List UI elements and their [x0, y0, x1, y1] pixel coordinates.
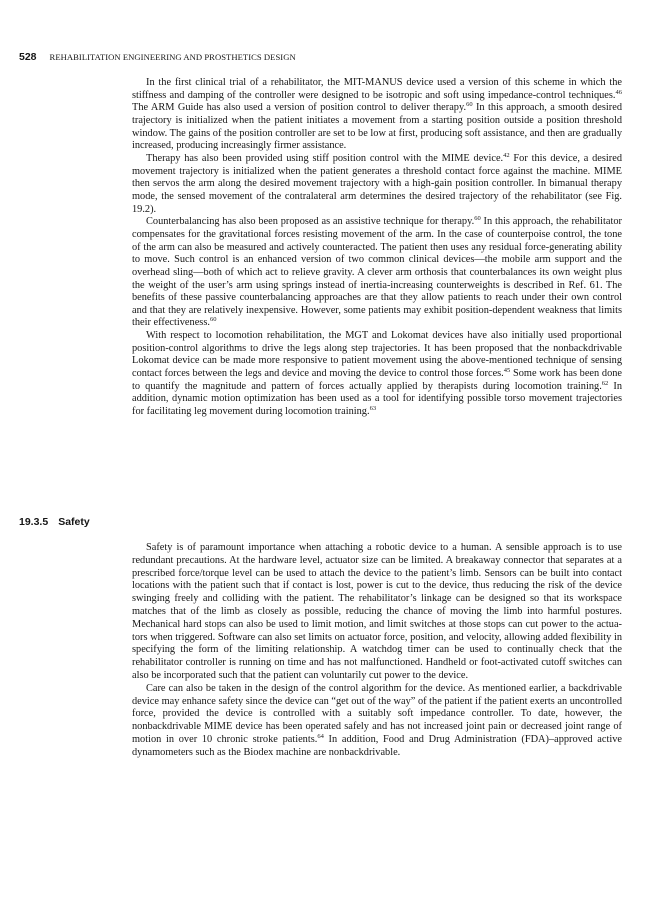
paragraph: Safety is of paramount importance when attaching a robotic device to a human. A sensible approach is to use redundant precautions. At the hardware level, actuator size can be limited. A breakaway connector that separates at a prescribed force/torque level can be used to attach the device to the patient’s limb. Sensors can be built into contact locations with the patient such that if contact is lost, power is cut to the device, thus reducing the risk of the device swinging freely and colliding with the patient. The rehabilitator’s linkage can be designed so that its workspace matches that of the limb as closely as possible, reducing the chance of moving the limb into harmful postures. Mechanical hard stops can also be used to limit motion, and limit switches at those stops can cut power to the actuators when triggered. Software can also set limits on actuator force, position, and velocity, allowing added flexibility in specifying the form of the limiting relationship. A watchdog timer can be used to continually check that the rehabilitator controller is running on time and has not malfunctioned. Handheld or foot-activated cutoff switches can also be incorporated such that the patient can voluntarily cut power to the device.	[132, 542, 622, 681]
citation: 45	[503, 367, 511, 375]
citation: 60	[209, 316, 217, 324]
citation: 63	[369, 405, 377, 413]
citation: 62	[601, 379, 609, 387]
paragraph: Care can also be taken in the design of the control algorithm for the device. As mentioned earlier, a backdrivable device may enhance safety since the device can “get out of the way” of the patient if the patient exerts an uncontrolled force, provided the device is controlled with a suitably soft impedance controller. To date, however, the nonbackdrivable MIME device has been operated safely and has not increased joint pain or decreased joint range of motion in over 10 chronic stroke patients.$^{64}$ In addition, Food and Drug Administration (FDA)–approved active dynamometers such as the Biodex machine are nonbackdrivable.	[132, 682, 623, 758]
citation: 60	[466, 101, 473, 109]
running-header	[19, 47, 296, 61]
running-head-title: REHABILITATION ENGINEERING AND PROSTHETICS DESIGN	[49, 52, 296, 62]
body-text-top	[132, 77, 622, 419]
citation: 46	[615, 88, 622, 96]
paragraph: In the first clinical trial of a rehabilitator, the MIT-MANUS device used a version of this scheme in which the stiffness and damping of the controller were designed to be isotropic and soft using impedance-control techniques.$^{46}$ The ARM Guide has also used a version of position control to deliver therapy.$^{60}$ In this approach, a smooth desired trajectory is initialized when the patient initiates a movement from a starting position outside a position threshold window. The gains of the position controller are set to be low at first, producing soft assistance, and then are gradually increased, producing increasingly firmer assistance.	[132, 77, 622, 152]
section-heading	[19, 516, 90, 528]
citation: 64	[317, 732, 324, 740]
paragraph: With respect to locomotion rehabilitation, the MGT and Lokomat devices have also initially used proportional position-control algorithms to drive the legs along step trajectories. It has been proposed that the nonbackdrivable Lokomat device can be made more responsive to patient movement using the above-mentioned technique of sensing contact forces between the legs and device and moving the device to control those forces.$^{45}$ Some work has been done to quantify the magnitude and pattern of forces actually applied by therapists during locomotion training.$^{62}$ In addition, dynamic motion optimization has been used as a tool for identifying possible torso movement trajectories for facilitating leg movement during locomotion training.$^{63}$	[132, 330, 623, 418]
body-text-bottom	[132, 542, 622, 760]
citation: 42	[503, 151, 510, 159]
citation: 60	[474, 215, 481, 223]
section-number: 19.3.5	[19, 516, 49, 528]
paragraph: Counterbalancing has also been proposed as an assistive technique for therapy.$^{60}$ In this approach, the rehabilitator compensates for the gravitational forces resisting movement of the arm. In the case of counterpoise control, the tone of the arm can also be measured and actively counteracted. The patient then uses any residual force-generating ability to move. Such control is an enhanced version of two common clinical devices—the mobile arm support and the overhead sling—both of which act to relieve gravity. A clever arm orthosis that counterbalances its own weight plus the weight of the user’s arm using springs instead of inertia-increasing counterweights is described in Ref. 61. The benefits of these passive counterbalancing approaches are that they allow patients to reach under their own control and that they are relatively inexpensive. However, some patients may exhibit position-dependent weakness that limits their effectiveness.$^{60}$	[132, 215, 623, 329]
page-number: 528	[19, 51, 37, 63]
paragraph: Therapy has also been provided using stiff position control with the MIME device.$^{42}$ For this device, a desired movement trajectory is initialized when the patient generates a threshold contact force against the machine. MIME then servos the arm along the desired movement trajectory with a high-gain position controller. In bimanual therapy mode, the sensed movement of the contralateral arm determines the desired trajectory of the rehabilitator (see Fig. 19.2).	[132, 151, 622, 215]
section-title: Safety	[58, 516, 90, 528]
